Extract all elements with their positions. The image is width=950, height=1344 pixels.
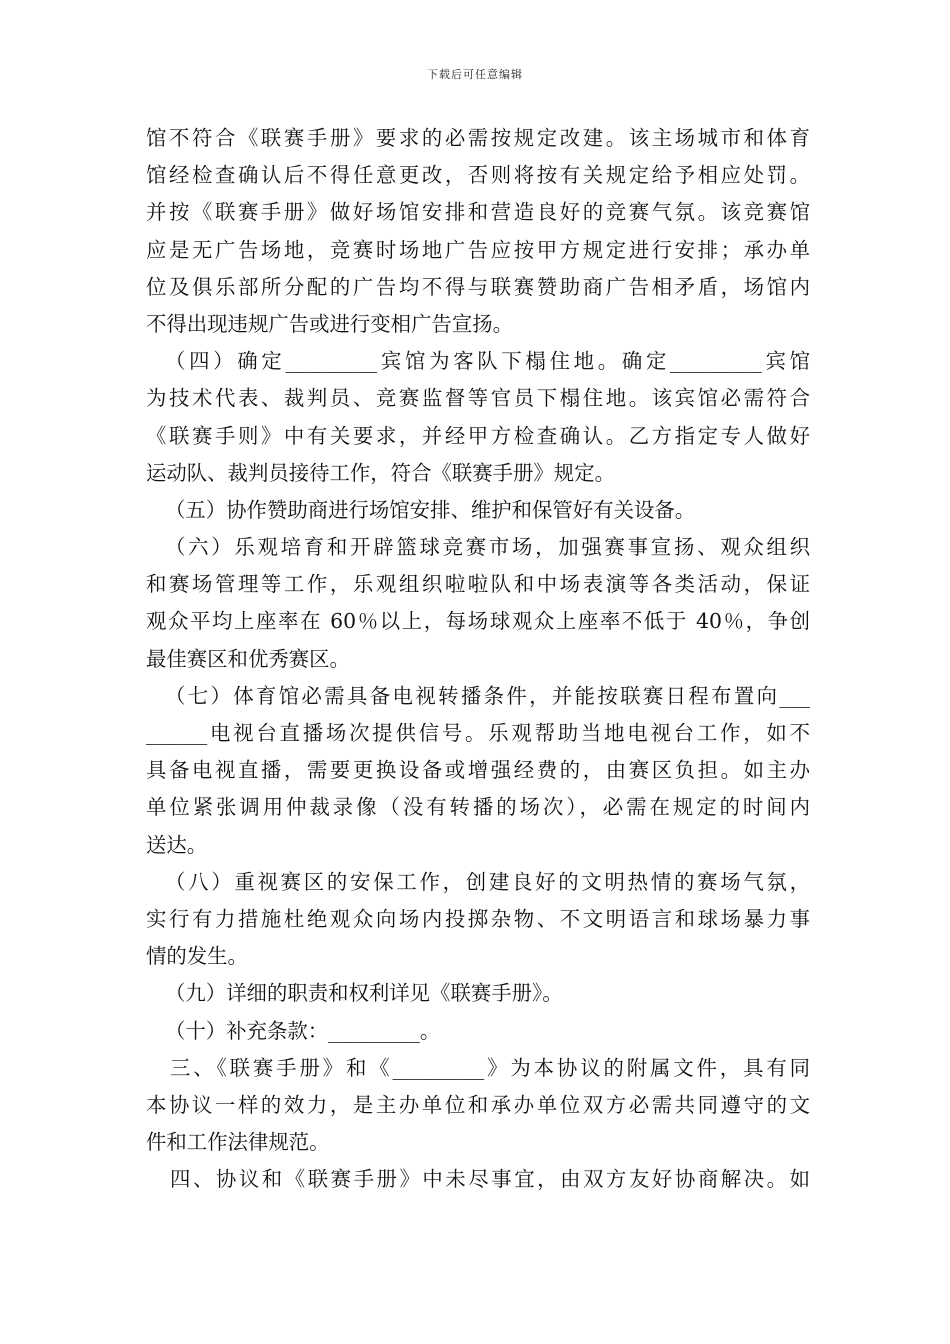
text-line: 应是无广告场地，竞赛时场地广告应按甲方规定进行安排；承办单 xyxy=(146,237,810,262)
text-line: 三、《联赛手册》和《_________》为本协议的附属文件，具有同 xyxy=(170,1055,810,1080)
text-line: 最佳赛区和优秀赛区。 xyxy=(146,646,350,671)
text-line: （十）补充条款：_________。 xyxy=(165,1018,441,1043)
text-line: 件和工作法律规范。 xyxy=(146,1130,330,1155)
text-line: 馆不符合《联赛手册》要求的必需按规定改建。该主场城市和体育 xyxy=(146,126,810,150)
text-line: 单位紧张调用仲裁录像（没有转播的场次），必需在规定的时间内 xyxy=(146,795,810,820)
text-line: 运动队、裁判员接待工作，符合《联赛手册》规定。 xyxy=(146,460,615,485)
text-line: 观众平均上座率在 60％以上，每场球观众上座率不低于 40％，争创 xyxy=(146,609,810,634)
page-header: 下载后可任意编辑 xyxy=(427,68,523,81)
text-line: 馆经检查确认后不得任意更改，否则将按有关规定给予相应处罚。 xyxy=(146,163,810,188)
text-line: （八）重视赛区的安保工作，创建良好的文明热情的赛场气氛， xyxy=(165,869,810,894)
text-line: 不得出现违规广告或进行变相广告宣扬。 xyxy=(146,311,514,336)
text-line: 为技术代表、裁判员、竞赛监督等官员下榻住地。该宾馆必需符合 xyxy=(146,386,810,411)
text-line: （七）体育馆必需具备电视转播条件，并能按联赛日程布置向___ xyxy=(165,683,810,708)
text-line: 送达。 xyxy=(146,832,208,857)
text-line: （九）详细的职责和权利详见《联赛手册》。 xyxy=(165,981,563,1006)
text-line: 位及俱乐部所分配的广告均不得与联赛赞助商广告相矛盾，场馆内 xyxy=(146,274,810,299)
text-line: 本协议一样的效力，是主办单位和承办单位双方必需共同遵守的文 xyxy=(146,1092,810,1117)
text-line: 四、协议和《联赛手册》中未尽事宜，由双方友好协商解决。如 xyxy=(170,1167,810,1192)
text-line: 具备电视直播，需要更换设备或增强经费的，由赛区负担。如主办 xyxy=(146,758,810,783)
text-line: 并按《联赛手册》做好场馆安排和营造良好的竞赛气氛。该竞赛馆 xyxy=(146,200,810,225)
text-line: （五）协作赞助商进行场馆安排、维护和保管好有关设备。 xyxy=(165,497,696,522)
text-line: 情的发生。 xyxy=(146,944,248,969)
document-body xyxy=(146,120,810,1198)
text-line: （六）乐观培育和开辟篮球竞赛市场，加强赛事宣扬、观众组织 xyxy=(165,535,810,560)
text-line: 实行有力措施杜绝观众向场内投掷杂物、不文明语言和球场暴力事 xyxy=(146,906,810,931)
text-line: 和赛场管理等工作，乐观组织啦啦队和中场表演等各类活动，保证 xyxy=(146,572,810,597)
text-line: （四）确定_________宾馆为客队下榻住地。确定_________宾馆 xyxy=(165,349,810,374)
text-line: ______电视台直播场次提供信号。乐观帮助当地电视台工作，如不 xyxy=(146,721,810,745)
text-line: 《联赛手则》中有关要求，并经甲方检查确认。乙方指定专人做好 xyxy=(146,423,810,448)
